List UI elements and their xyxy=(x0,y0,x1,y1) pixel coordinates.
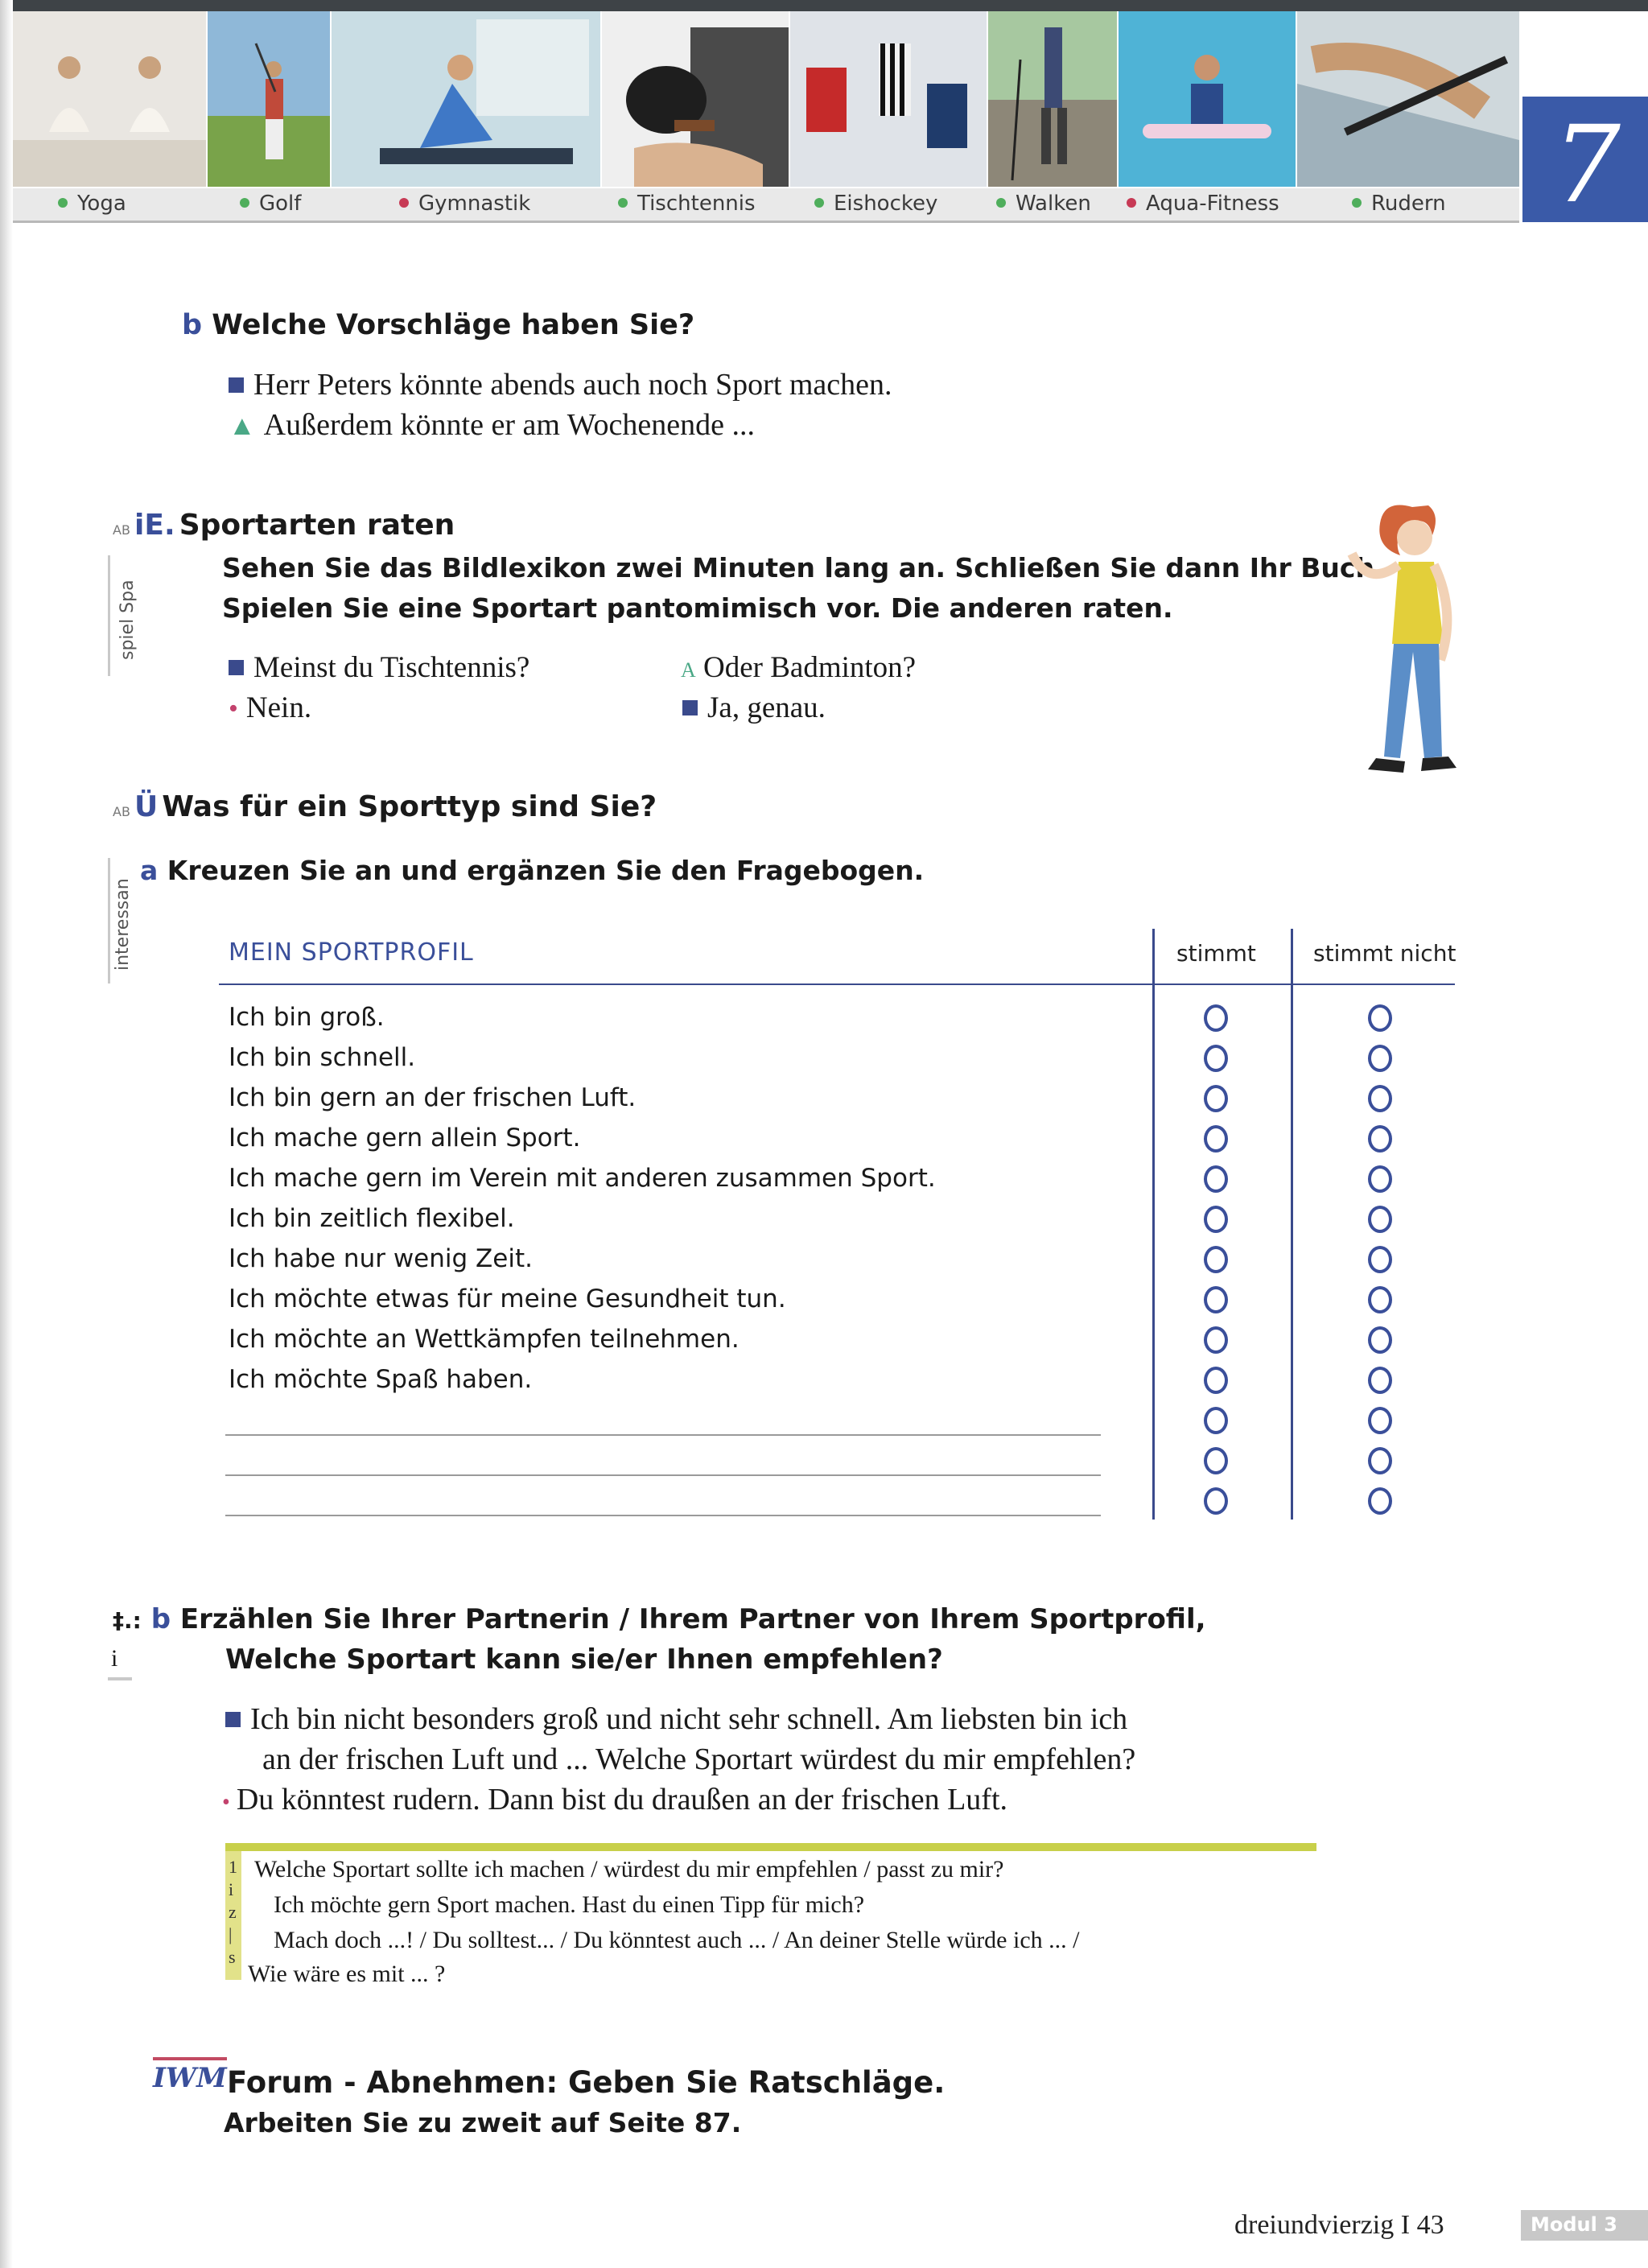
forum-title: Forum - Abnehmen: Geben Sie Ratschläge. xyxy=(227,2065,946,2100)
stimmt-nicht-radio[interactable] xyxy=(1368,1286,1392,1313)
table-row: Ich möchte an Wettkämpfen teilnehmen. xyxy=(229,1325,740,1354)
square-bullet-icon xyxy=(229,660,244,675)
red-dot-icon xyxy=(1127,198,1136,208)
stimmt-nicht-radio[interactable] xyxy=(1368,1326,1392,1354)
stimmt-nicht-radio[interactable] xyxy=(1368,1447,1392,1474)
stimmt-nicht-radio[interactable] xyxy=(1368,1045,1392,1072)
table-row: Ich bin groß. xyxy=(229,1003,385,1032)
chapter-number: 7 xyxy=(1553,103,1621,227)
dialogue-line: Herr Peters könnte abends auch noch Sport machen. xyxy=(229,367,892,402)
square-bullet-icon xyxy=(682,700,698,715)
stimmt-radio[interactable] xyxy=(1204,1004,1228,1032)
stimmt-nicht-radio[interactable] xyxy=(1368,1085,1392,1112)
section-divider xyxy=(108,555,110,676)
section-b1-heading: b Welche Vorschläge haben Sie? xyxy=(182,309,695,341)
stimmt-nicht-radio[interactable] xyxy=(1368,1165,1392,1193)
label-eishockey: Eishockey xyxy=(814,192,937,216)
column-header-stimmt-nicht: stimmt nicht xyxy=(1313,940,1456,967)
pink-dot-bullet-icon: • xyxy=(222,1790,230,1815)
label-rudern: Rudern xyxy=(1352,192,1446,216)
pantomime-woman-illustration xyxy=(1336,491,1497,789)
green-dot-icon xyxy=(996,198,1006,208)
photo-walken xyxy=(988,11,1119,187)
table-header-rule xyxy=(219,983,1455,985)
section-divider xyxy=(108,1677,132,1680)
dialogue-line: Ja, genau. xyxy=(682,691,826,725)
table-row: Ich habe nur wenig Zeit. xyxy=(229,1244,533,1273)
table-row: Ich mache gern allein Sport. xyxy=(229,1124,581,1153)
section-e-instruction: Spielen Sie eine Sportart pantomimisch vor. Die anderen raten. xyxy=(222,592,1173,624)
photo-gymnastik xyxy=(332,11,602,187)
dialogue-line: Meinst du Tischtennis? xyxy=(229,650,529,685)
yoga-image xyxy=(13,11,206,187)
square-bullet-icon xyxy=(225,1712,241,1727)
walken-image xyxy=(988,11,1117,187)
dialogue-line: an der frischen Luft und ... Welche Sportart würdest du mir empfehlen? xyxy=(262,1742,1136,1776)
forum-logo: IWM xyxy=(153,2057,227,2094)
label-gymnastik: Gymnastik xyxy=(399,192,530,216)
dialogue-line: • Nein. xyxy=(229,691,312,724)
table-row: Ich bin schnell. xyxy=(229,1043,416,1072)
stimmt-radio[interactable] xyxy=(1204,1407,1228,1434)
green-dot-icon xyxy=(814,198,824,208)
stimmt-nicht-radio[interactable] xyxy=(1368,1367,1392,1394)
triangle-bullet-icon: ▲ xyxy=(229,411,256,441)
stimmt-radio[interactable] xyxy=(1204,1447,1228,1474)
photo-eishockey xyxy=(790,11,988,187)
table-title: MEIN SPORTPROFIL xyxy=(229,938,474,967)
stimmt-radio[interactable] xyxy=(1204,1246,1228,1273)
stimmt-radio[interactable] xyxy=(1204,1165,1228,1193)
tip-line: Wie wäre es mit ... ? xyxy=(248,1961,446,1987)
dialogue-line: ▲ Außerdem könnte er am Wochenende ... xyxy=(229,408,756,442)
side-tag: spiel Spa xyxy=(117,579,138,660)
stimmt-nicht-radio[interactable] xyxy=(1368,1246,1392,1273)
label-tischtennis: Tischtennis xyxy=(618,192,756,216)
side-tag: i xyxy=(111,1645,118,1672)
forum-subtitle: Arbeiten Sie zu zweit auf Seite 87. xyxy=(224,2107,742,2138)
label-aqua-fitness: Aqua-Fitness xyxy=(1127,192,1279,216)
dialogue-line: Ich bin nicht besonders groß und nicht sehr schnell. Am liebsten bin ich xyxy=(225,1701,1127,1737)
section-b2-heading: Welche Sportart kann sie/er Ihnen empfehlen? xyxy=(225,1643,943,1676)
section-u-header: AB Ü Was für ein Sporttyp sind Sie? xyxy=(113,790,657,823)
photo-golf xyxy=(208,11,332,187)
sport-photo-banner xyxy=(13,11,1519,188)
stimmt-radio[interactable] xyxy=(1204,1125,1228,1153)
rudern-image xyxy=(1297,11,1519,187)
section-b2-heading: ‡.: b Erzählen Sie Ihrer Partnerin / Ihrem Partner von Ihrem Sportprofil, xyxy=(113,1603,1206,1635)
module-label: Modul 3 xyxy=(1531,2213,1617,2236)
stimmt-nicht-radio[interactable] xyxy=(1368,1407,1392,1434)
photo-rudern xyxy=(1297,11,1521,187)
page-number: dreiundvierzig I 43 xyxy=(1234,2210,1444,2240)
column-divider xyxy=(1152,929,1155,1520)
label-yoga: Yoga xyxy=(58,192,126,216)
label-golf: Golf xyxy=(240,192,301,216)
pink-dot-bullet-icon: • xyxy=(229,694,238,724)
tip-box-bar xyxy=(225,1843,1316,1851)
dialogue-line: • Du könntest rudern. Dann bist du draußen an der frischen Luft. xyxy=(222,1783,1007,1816)
green-dot-icon xyxy=(618,198,628,208)
stimmt-nicht-radio[interactable] xyxy=(1368,1206,1392,1233)
green-dot-icon xyxy=(1352,198,1362,208)
tip-line: Mach doch ...! / Du solltest... / Du könntest auch ... / An deiner Stelle würde ich ... / xyxy=(274,1927,1080,1953)
stimmt-nicht-radio[interactable] xyxy=(1368,1004,1392,1032)
stimmt-radio[interactable] xyxy=(1204,1085,1228,1112)
section-e-instruction: Sehen Sie das Bildlexikon zwei Minuten lang an. Schließen Sie dann Ihr Buch. xyxy=(222,552,1385,583)
section-e-header: AB iE. Sportarten raten xyxy=(113,509,455,542)
table-row: Ich möchte etwas für meine Gesundheit tun. xyxy=(229,1285,786,1313)
blank-answer-line[interactable] xyxy=(225,1474,1101,1476)
golf-image xyxy=(208,11,330,187)
column-header-stimmt: stimmt xyxy=(1176,940,1256,967)
top-edge-strip xyxy=(13,0,1648,11)
stimmt-radio[interactable] xyxy=(1204,1206,1228,1233)
stimmt-radio[interactable] xyxy=(1204,1326,1228,1354)
green-dot-icon xyxy=(240,198,249,208)
eishockey-image xyxy=(790,11,987,187)
stimmt-nicht-radio[interactable] xyxy=(1368,1125,1392,1153)
blank-answer-line[interactable] xyxy=(225,1515,1101,1516)
side-tag: interessan xyxy=(113,878,133,971)
stimmt-radio[interactable] xyxy=(1204,1367,1228,1394)
stimmt-radio[interactable] xyxy=(1204,1487,1228,1515)
section-divider xyxy=(108,858,110,983)
page-gutter-shadow xyxy=(0,0,13,2268)
red-dot-icon xyxy=(399,198,409,208)
column-divider xyxy=(1291,929,1293,1520)
table-row: Ich bin gern an der frischen Luft. xyxy=(229,1083,637,1112)
square-bullet-icon xyxy=(229,377,244,393)
sport-label-row xyxy=(13,188,1519,223)
tip-box-side-label: 1 i z | s xyxy=(229,1857,237,1967)
photo-yoga xyxy=(13,11,208,187)
dialogue-line: A Oder Badminton? xyxy=(681,651,917,684)
label-walken: Walken xyxy=(996,192,1091,216)
stimmt-radio[interactable] xyxy=(1204,1286,1228,1313)
tip-line: Ich möchte gern Sport machen. Hast du einen Tipp für mich? xyxy=(274,1891,865,1918)
photo-aqua-fitness xyxy=(1119,11,1297,187)
tischtennis-image xyxy=(602,11,789,187)
table-row: Ich möchte Spaß haben. xyxy=(229,1365,533,1394)
table-row: Ich bin zeitlich flexibel. xyxy=(229,1204,515,1233)
aqua-fitness-image xyxy=(1119,11,1296,187)
stimmt-nicht-radio[interactable] xyxy=(1368,1487,1392,1515)
stimmt-radio[interactable] xyxy=(1204,1045,1228,1072)
tip-line: Welche Sportart sollte ich machen / würdest du mir empfehlen / passt zu mir? xyxy=(254,1856,1004,1882)
blank-answer-line[interactable] xyxy=(225,1434,1101,1436)
table-row: Ich mache gern im Verein mit anderen zusammen Sport. xyxy=(229,1164,936,1193)
gymnastik-image xyxy=(332,11,600,187)
section-u-subheading: a Kreuzen Sie an und ergänzen Sie den Fragebogen. xyxy=(140,855,925,886)
green-dot-icon xyxy=(58,198,68,208)
photo-tischtennis xyxy=(602,11,790,187)
